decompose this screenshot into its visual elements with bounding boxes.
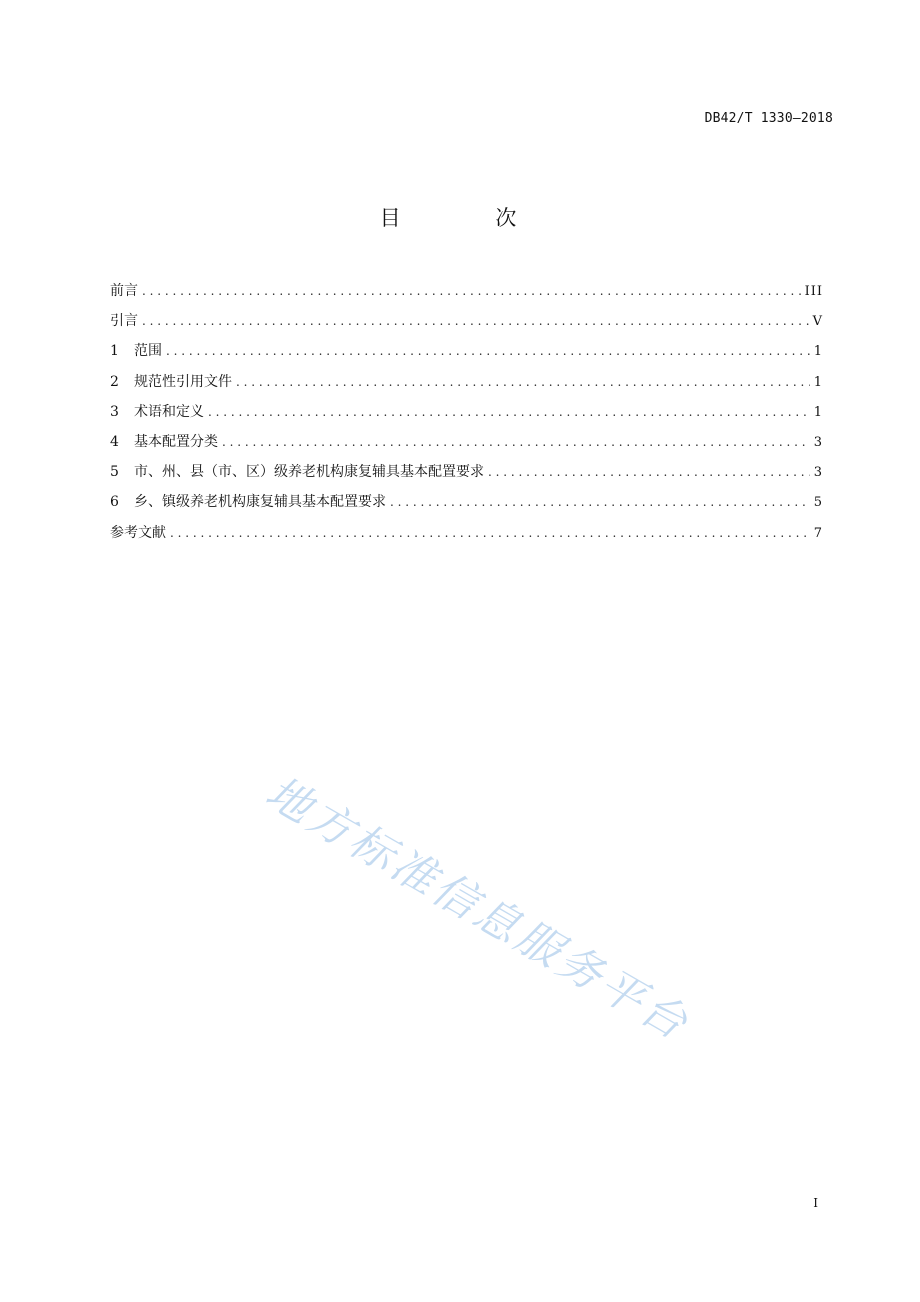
toc-leader-dots	[208, 397, 810, 427]
toc-entry-page: V	[812, 314, 823, 330]
toc-entry-basic-classification[interactable]	[110, 427, 823, 457]
toc-entry-number: 2	[110, 373, 119, 390]
toc-leader-dots	[170, 518, 810, 548]
toc-entry-terms-definitions[interactable]	[110, 397, 823, 427]
toc-leader-dots	[142, 276, 801, 306]
toc-entry-number: 5	[110, 464, 119, 481]
toc-leader-dots	[166, 336, 810, 366]
page-number: I	[813, 1196, 818, 1210]
toc-entry-township-requirements[interactable]	[110, 487, 823, 517]
toc-entry-scope[interactable]	[110, 336, 823, 366]
toc-entry-introduction[interactable]	[110, 306, 823, 336]
toc-entry-page: 5	[813, 495, 823, 511]
page-title: 目 次	[379, 206, 561, 230]
toc-entry-text: 前言	[110, 283, 138, 299]
toc-entry-number: 1	[110, 343, 119, 360]
toc-entry-number: 4	[110, 433, 119, 450]
toc-leader-dots	[236, 367, 810, 397]
table-of-contents	[110, 276, 823, 548]
toc-entry-text: 范围	[134, 343, 162, 360]
toc-entry-page: 3	[813, 465, 823, 481]
toc-entry-text: 市、州、县（市、区）级养老机构康复辅具基本配置要求	[134, 464, 484, 481]
toc-entry-number: 6	[110, 494, 119, 511]
toc-leader-dots	[488, 457, 810, 487]
toc-entry-page: 1	[813, 344, 823, 360]
toc-entry-foreword[interactable]	[110, 276, 823, 306]
toc-entry-page: 1	[813, 374, 823, 390]
toc-entry-city-county-requirements[interactable]	[110, 457, 823, 487]
toc-leader-dots	[222, 427, 810, 457]
toc-leader-dots	[142, 306, 809, 336]
toc-entry-bibliography[interactable]	[110, 518, 823, 548]
toc-entry-text: 基本配置分类	[134, 433, 218, 450]
toc-entry-normative-references[interactable]	[110, 367, 823, 397]
toc-entry-text: 引言	[110, 313, 138, 330]
watermark: 地方标准信息服务平台	[257, 766, 699, 1051]
toc-entry-text: 术语和定义	[134, 403, 204, 420]
toc-entry-page: 3	[813, 434, 823, 450]
toc-entry-text: 乡、镇级养老机构康复辅具基本配置要求	[134, 494, 386, 511]
toc-entry-page: 1	[813, 404, 823, 420]
toc-entry-number: 3	[110, 403, 119, 420]
toc-leader-dots	[390, 487, 810, 517]
toc-entry-page: III	[804, 284, 823, 299]
standard-code: DB42/T 1330—2018	[704, 111, 833, 126]
toc-entry-text: 规范性引用文件	[134, 373, 232, 390]
toc-entry-page: 7	[813, 525, 823, 541]
toc-entry-text: 参考文献	[110, 524, 166, 541]
